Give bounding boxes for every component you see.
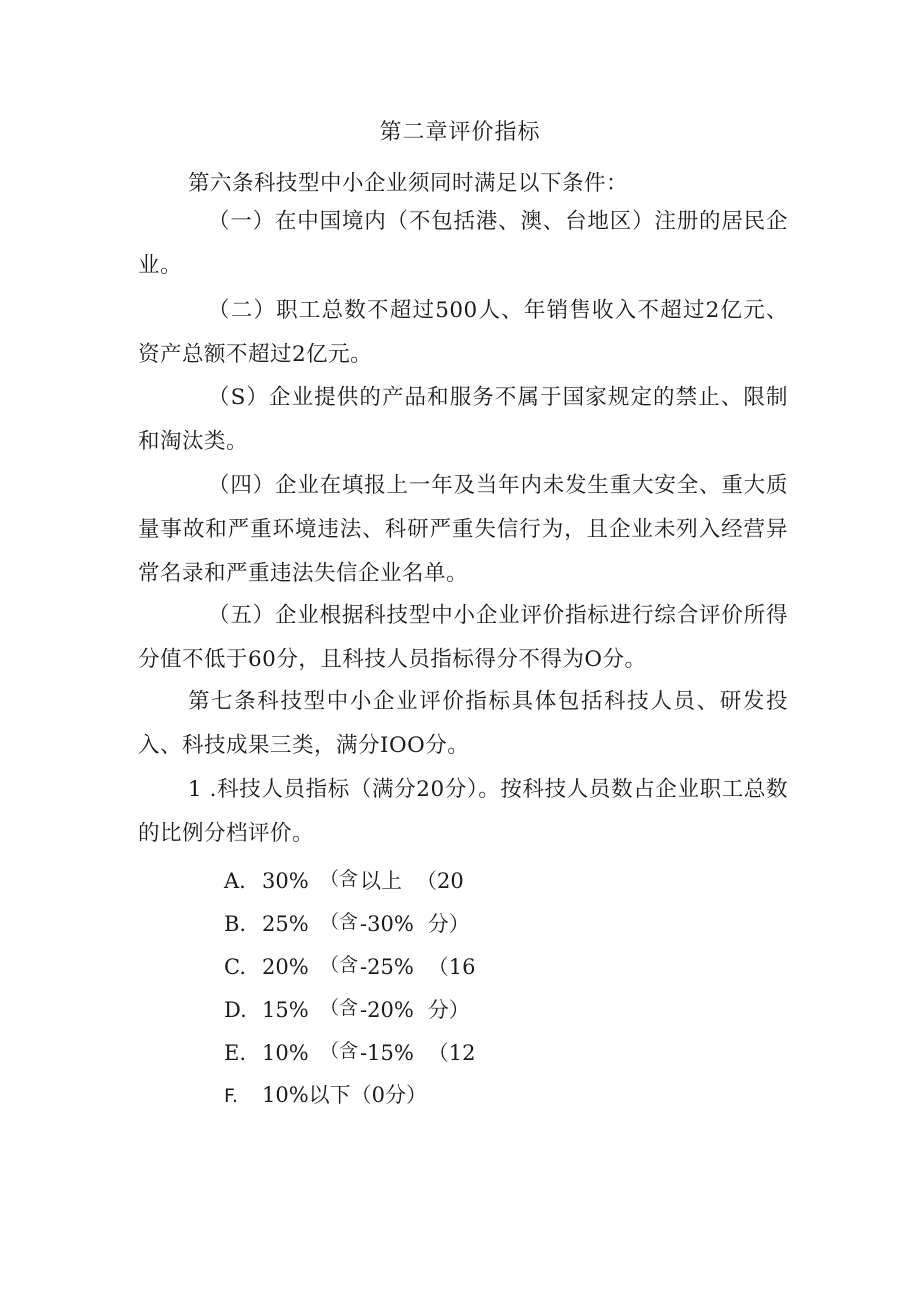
option-f-text: 10%以下（0分） bbox=[262, 1083, 428, 1107]
article-6-item-3: （S）企业提供的产品和服务不属于国家规定的禁止、限制和淘汰类。 bbox=[138, 385, 788, 454]
option-e bbox=[224, 1036, 476, 1068]
option-f bbox=[224, 1080, 427, 1111]
option-inclusive: （含 bbox=[320, 997, 359, 1019]
option-inclusive: （含 bbox=[320, 1040, 359, 1062]
article-6-item-2: （二）职工总数不超过500人、年销售收入不超过2亿元、资产总额不超过2亿元。 bbox=[138, 298, 788, 367]
option-range: -20% bbox=[360, 998, 414, 1022]
chapter-heading: 第二章评价指标 bbox=[379, 120, 541, 145]
option-inclusive: （含 bbox=[320, 868, 359, 890]
option-d bbox=[224, 993, 470, 1025]
option-score: 分） bbox=[427, 998, 470, 1022]
option-percent: 30% bbox=[262, 869, 309, 893]
option-score: （12 bbox=[427, 1041, 476, 1065]
option-range: -15% bbox=[360, 1041, 414, 1065]
option-letter: B. bbox=[224, 912, 247, 936]
option-c bbox=[224, 950, 476, 982]
option-inclusive: （含 bbox=[320, 911, 359, 933]
option-percent: 20% bbox=[262, 955, 309, 979]
option-b bbox=[224, 907, 470, 939]
option-inclusive: （含 bbox=[320, 954, 359, 976]
option-percent: 25% bbox=[262, 912, 309, 936]
option-range: -25% bbox=[360, 955, 414, 979]
option-range: 以上 bbox=[360, 869, 403, 893]
option-range: -30% bbox=[360, 912, 414, 936]
option-letter: D. bbox=[224, 998, 247, 1022]
option-letter: F. bbox=[224, 1085, 238, 1107]
option-letter: E. bbox=[224, 1041, 247, 1065]
indicator-1: 1 .科技人员指标（满分20分）。按科技人员数占企业职工总数的比例分档评价。 bbox=[138, 777, 788, 846]
article-6-item-5: （五）企业根据科技型中小企业评价指标进行综合评价所得分值不低于60分，且科技人员指标得分不得为O分。 bbox=[138, 603, 788, 672]
option-score: （16 bbox=[427, 955, 476, 979]
article-6-intro: 第六条科技型中小企业须同时满足以下条件： bbox=[188, 171, 629, 196]
article-6-item-1: （一）在中国境内（不包括港、澳、台地区）注册的居民企业。 bbox=[138, 209, 788, 278]
option-letter: C. bbox=[224, 955, 246, 979]
article-7: 第七条科技型中小企业评价指标具体包括科技人员、研发投入、科技成果三类，满分IOO分。 bbox=[138, 689, 788, 758]
option-score: 分） bbox=[427, 912, 470, 936]
option-percent: 10% bbox=[262, 1041, 309, 1065]
article-6-item-4: （四）企业在填报上一年及当年内未发生重大安全、重大质量事故和严重环境违法、科研严重失信行为，且企业未列入经营异常名录和严重违法失信企业名单。 bbox=[138, 473, 788, 586]
option-a bbox=[224, 864, 464, 896]
option-score: （20 bbox=[416, 869, 464, 893]
option-percent: 15% bbox=[262, 998, 309, 1022]
option-letter: A. bbox=[224, 869, 246, 893]
